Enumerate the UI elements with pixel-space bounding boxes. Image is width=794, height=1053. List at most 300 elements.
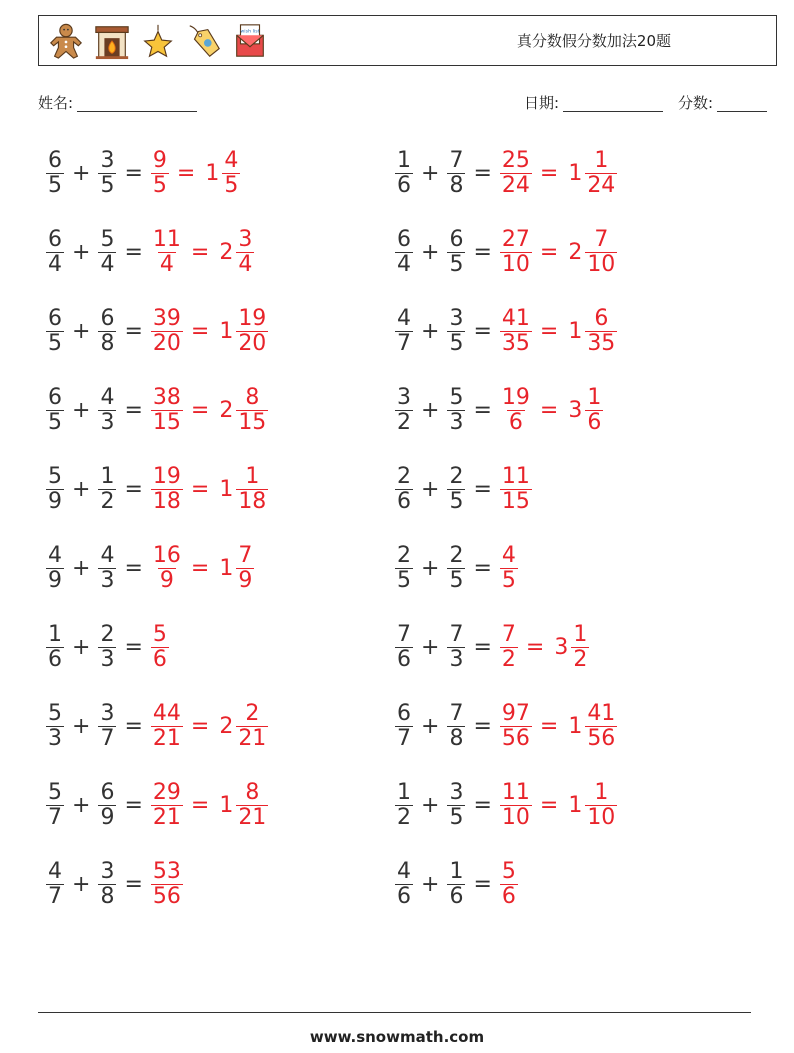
numerator: 2 [449, 464, 464, 490]
mixed-fraction [585, 307, 617, 354]
denominator: 56 [152, 883, 181, 909]
equals-sign: = [190, 397, 210, 423]
answer [149, 149, 242, 196]
equals-sign: = [176, 160, 196, 186]
sum-fraction [500, 544, 518, 591]
addend-fraction [46, 623, 64, 670]
problem-item [393, 616, 591, 678]
denominator: 4 [48, 251, 62, 277]
sum-fraction [500, 860, 518, 907]
addend-fraction [98, 386, 116, 433]
numerator: 2 [397, 543, 411, 569]
addend-fraction [98, 149, 116, 196]
denominator: 2 [397, 804, 411, 830]
mixed-whole: 2 [219, 239, 234, 265]
problem-item [393, 300, 619, 362]
numerator: 4 [397, 859, 411, 885]
mixed-fraction [236, 781, 268, 828]
denominator: 15 [238, 409, 267, 435]
problem-item [393, 379, 605, 441]
denominator: 9 [100, 804, 115, 830]
mixed-fraction [236, 386, 268, 433]
denominator: 8 [449, 725, 464, 751]
problem-item [393, 221, 619, 283]
addend-fraction [395, 307, 413, 354]
mixed-fraction [236, 307, 268, 354]
problem-item [393, 142, 619, 204]
mixed-whole: 1 [568, 160, 583, 186]
numerator: 3 [100, 148, 115, 174]
addend-fraction [98, 307, 116, 354]
answer [149, 781, 270, 828]
problem-item [44, 695, 270, 757]
problem-item [44, 537, 256, 599]
sum-fraction [151, 623, 169, 670]
plus-sign: + [72, 476, 91, 502]
denominator: 6 [152, 646, 167, 672]
denominator: 4 [100, 251, 115, 277]
mixed-fraction [236, 544, 254, 591]
numerator: 1 [100, 464, 115, 490]
numerator: 38 [152, 385, 181, 411]
equals-sign: = [190, 792, 210, 818]
denominator: 5 [449, 488, 464, 514]
addend-fraction [395, 149, 413, 196]
problem-item [393, 695, 619, 757]
mixed-fraction [585, 149, 617, 196]
equals-sign: = [473, 792, 492, 818]
denominator: 5 [449, 567, 464, 593]
denominator: 7 [100, 725, 115, 751]
sum-fraction [151, 149, 169, 196]
denominator: 4 [159, 251, 174, 277]
denominator: 7 [397, 725, 411, 751]
addend-fraction [98, 702, 116, 749]
addend-fraction [46, 386, 64, 433]
addend-fraction [46, 149, 64, 196]
numerator: 7 [501, 622, 516, 648]
addend-fraction [46, 860, 64, 907]
denominator: 9 [48, 488, 62, 514]
numerator: 3 [397, 385, 411, 411]
date-blank[interactable] [563, 95, 663, 112]
numerator: 5 [48, 701, 62, 727]
numerator: 53 [152, 859, 181, 885]
denominator: 2 [100, 488, 115, 514]
answer [149, 860, 185, 907]
plus-sign: + [72, 634, 91, 660]
numerator: 1 [48, 622, 62, 648]
addend-fraction [447, 860, 465, 907]
denominator: 24 [501, 172, 530, 198]
numerator: 19 [152, 464, 181, 490]
numerator: 41 [587, 701, 616, 727]
numerator: 7 [449, 622, 464, 648]
gingerbread-icon [47, 21, 85, 61]
numerator: 29 [152, 780, 181, 806]
answer [498, 307, 619, 354]
denominator: 8 [449, 172, 464, 198]
answer [149, 465, 270, 512]
addend-fraction [46, 781, 64, 828]
denominator: 5 [449, 330, 464, 356]
numerator: 1 [449, 859, 464, 885]
plus-sign: + [72, 160, 91, 186]
equals-sign: = [190, 555, 210, 581]
numerator: 4 [100, 385, 115, 411]
equals-sign: = [124, 634, 143, 660]
mixed-whole: 3 [568, 397, 583, 423]
denominator: 2 [573, 646, 588, 672]
addend-fraction [395, 228, 413, 275]
wish-list-envelope-icon [231, 21, 269, 61]
denominator: 10 [501, 804, 530, 830]
mixed-fraction [585, 702, 617, 749]
denominator: 2 [501, 646, 516, 672]
denominator: 3 [100, 567, 115, 593]
worksheet-header [38, 15, 777, 66]
denominator: 5 [100, 172, 115, 198]
addend-fraction [447, 702, 465, 749]
denominator: 5 [449, 251, 464, 277]
numerator: 11 [501, 780, 530, 806]
addend-fraction [46, 228, 64, 275]
plus-sign: + [421, 555, 440, 581]
problem-item [393, 458, 534, 520]
equals-sign: = [473, 397, 492, 423]
sum-fraction [500, 386, 532, 433]
plus-sign: + [421, 160, 440, 186]
plus-sign: + [72, 871, 91, 897]
denominator: 9 [238, 567, 253, 593]
equals-sign: = [124, 555, 143, 581]
denominator: 5 [48, 172, 62, 198]
numerator: 6 [48, 306, 62, 332]
numerator: 6 [594, 306, 609, 332]
sum-fraction [500, 623, 518, 670]
date-label: 日期: [524, 94, 560, 112]
denominator: 21 [152, 725, 181, 751]
numerator: 4 [100, 543, 115, 569]
answer [498, 149, 619, 196]
addend-fraction [98, 623, 116, 670]
addend-fraction [98, 465, 116, 512]
sum-fraction [500, 702, 532, 749]
denominator: 7 [48, 804, 62, 830]
denominator: 9 [159, 567, 174, 593]
numerator: 5 [152, 622, 167, 648]
denominator: 5 [48, 330, 62, 356]
plus-sign: + [421, 871, 440, 897]
denominator: 8 [100, 330, 115, 356]
mixed-whole: 1 [205, 160, 220, 186]
addend-fraction [447, 228, 465, 275]
sum-fraction [151, 386, 183, 433]
mixed-whole: 1 [568, 713, 583, 739]
numerator: 6 [48, 148, 62, 174]
plus-sign: + [421, 792, 440, 818]
answer [498, 228, 619, 275]
numerator: 5 [449, 385, 464, 411]
numerator: 19 [238, 306, 267, 332]
sum-fraction [500, 465, 532, 512]
denominator: 6 [587, 409, 602, 435]
mixed-fraction [585, 228, 617, 275]
fireplace-icon [93, 21, 131, 61]
plus-sign: + [421, 476, 440, 502]
sum-fraction [151, 544, 183, 591]
problem-item [44, 853, 185, 915]
answer [149, 307, 270, 354]
mixed-fraction [236, 228, 254, 275]
denominator: 6 [508, 409, 523, 435]
mixed-fraction [571, 623, 589, 670]
sum-fraction [151, 465, 183, 512]
numerator: 7 [594, 227, 609, 253]
numerator: 1 [397, 780, 411, 806]
denominator: 5 [397, 567, 411, 593]
numerator: 4 [48, 859, 62, 885]
numerator: 4 [397, 306, 411, 332]
date-field [524, 92, 663, 113]
mixed-fraction [222, 149, 240, 196]
addend-fraction [98, 544, 116, 591]
denominator: 21 [238, 804, 267, 830]
numerator: 1 [245, 464, 260, 490]
footer-divider [38, 1012, 751, 1013]
sum-fraction [151, 307, 183, 354]
denominator: 2 [397, 409, 411, 435]
plus-sign: + [72, 239, 91, 265]
mixed-fraction [585, 386, 603, 433]
denominator: 6 [397, 646, 411, 672]
addend-fraction [46, 465, 64, 512]
plus-sign: + [421, 239, 440, 265]
numerator: 6 [48, 227, 62, 253]
sum-fraction [500, 307, 532, 354]
sum-fraction [500, 228, 532, 275]
equals-sign: = [124, 792, 143, 818]
denominator: 24 [587, 172, 616, 198]
addend-fraction [46, 307, 64, 354]
equals-sign: = [124, 160, 143, 186]
numerator: 2 [449, 543, 464, 569]
addend-fraction [395, 860, 413, 907]
numerator: 1 [573, 622, 588, 648]
numerator: 6 [397, 227, 411, 253]
equals-sign: = [124, 239, 143, 265]
mixed-whole: 1 [219, 318, 234, 344]
denominator: 9 [48, 567, 62, 593]
denominator: 3 [449, 409, 464, 435]
answer [149, 623, 171, 670]
addend-fraction [447, 386, 465, 433]
answer [498, 386, 605, 433]
sum-fraction [151, 702, 183, 749]
name-blank[interactable] [77, 95, 197, 112]
denominator: 10 [501, 251, 530, 277]
numerator: 8 [245, 385, 260, 411]
plus-sign: + [72, 318, 91, 344]
denominator: 3 [449, 646, 464, 672]
equals-sign: = [124, 476, 143, 502]
denominator: 3 [100, 646, 115, 672]
addend-fraction [98, 781, 116, 828]
denominator: 8 [100, 883, 115, 909]
numerator: 5 [48, 464, 62, 490]
denominator: 6 [397, 883, 411, 909]
problem-item [393, 537, 520, 599]
problem-item [44, 142, 242, 204]
addend-fraction [395, 544, 413, 591]
numerator: 41 [501, 306, 530, 332]
problem-item [393, 853, 520, 915]
denominator: 56 [501, 725, 530, 751]
numerator: 16 [152, 543, 181, 569]
denominator: 56 [587, 725, 616, 751]
equals-sign: = [190, 318, 210, 344]
plus-sign: + [72, 713, 91, 739]
denominator: 20 [152, 330, 181, 356]
mixed-whole: 1 [219, 555, 234, 581]
denominator: 5 [224, 172, 239, 198]
sum-fraction [500, 149, 532, 196]
numerator: 6 [100, 306, 115, 332]
numerator: 1 [397, 148, 411, 174]
denominator: 6 [449, 883, 464, 909]
problem-item [44, 379, 270, 441]
mixed-whole: 1 [568, 792, 583, 818]
plus-sign: + [421, 397, 440, 423]
denominator: 5 [449, 804, 464, 830]
mixed-whole: 2 [219, 713, 234, 739]
numerator: 1 [594, 148, 609, 174]
equals-sign: = [124, 318, 143, 344]
addend-fraction [447, 623, 465, 670]
denominator: 18 [238, 488, 267, 514]
numerator: 8 [245, 780, 260, 806]
star-icon [139, 21, 177, 61]
denominator: 18 [152, 488, 181, 514]
answer [498, 544, 520, 591]
denominator: 20 [238, 330, 267, 356]
denominator: 6 [48, 646, 62, 672]
score-field [678, 92, 767, 113]
sum-fraction [151, 228, 183, 275]
denominator: 6 [501, 883, 516, 909]
denominator: 10 [587, 804, 616, 830]
answer [149, 386, 270, 433]
equals-sign: = [124, 397, 143, 423]
numerator: 7 [449, 701, 464, 727]
mixed-fraction [236, 465, 268, 512]
answer [498, 465, 534, 512]
numerator: 11 [152, 227, 181, 253]
denominator: 6 [397, 488, 411, 514]
addend-fraction [447, 781, 465, 828]
wish-list-text: wish list [240, 29, 260, 35]
numerator: 27 [501, 227, 530, 253]
denominator: 3 [100, 409, 115, 435]
plus-sign: + [421, 634, 440, 660]
numerator: 25 [501, 148, 530, 174]
equals-sign: = [525, 634, 545, 660]
numerator: 4 [48, 543, 62, 569]
numerator: 5 [48, 780, 62, 806]
addend-fraction [395, 623, 413, 670]
equals-sign: = [190, 239, 210, 265]
addend-fraction [98, 228, 116, 275]
denominator: 7 [48, 883, 62, 909]
numerator: 3 [449, 780, 464, 806]
equals-sign: = [539, 239, 559, 265]
denominator: 10 [587, 251, 616, 277]
numerator: 11 [501, 464, 530, 490]
denominator: 7 [397, 330, 411, 356]
numerator: 2 [245, 701, 260, 727]
numerator: 2 [100, 622, 115, 648]
sum-fraction [151, 860, 183, 907]
problem-item [44, 221, 256, 283]
gift-tag-icon [185, 21, 223, 61]
numerator: 2 [397, 464, 411, 490]
footer-url: www.snowmath.com [309, 1028, 485, 1046]
plus-sign: + [72, 555, 91, 581]
numerator: 39 [152, 306, 181, 332]
answer [498, 860, 520, 907]
addend-fraction [447, 544, 465, 591]
numerator: 5 [100, 227, 115, 253]
denominator: 35 [587, 330, 616, 356]
name-label: 姓名: [38, 94, 74, 112]
equals-sign: = [473, 239, 492, 265]
sum-fraction [500, 781, 532, 828]
equals-sign: = [473, 871, 492, 897]
numerator: 3 [238, 227, 253, 253]
answer [498, 623, 591, 670]
equals-sign: = [124, 713, 143, 739]
score-blank[interactable] [717, 95, 767, 112]
problem-item [393, 774, 619, 836]
addend-fraction [46, 702, 64, 749]
numerator: 6 [449, 227, 464, 253]
name-field [38, 92, 197, 113]
numerator: 7 [397, 622, 411, 648]
mixed-whole: 2 [219, 397, 234, 423]
mixed-whole: 1 [219, 792, 234, 818]
numerator: 1 [587, 385, 602, 411]
numerator: 3 [100, 701, 115, 727]
problem-item [44, 774, 270, 836]
denominator: 35 [501, 330, 530, 356]
equals-sign: = [473, 555, 492, 581]
denominator: 5 [152, 172, 167, 198]
equals-sign: = [539, 160, 559, 186]
plus-sign: + [421, 318, 440, 344]
denominator: 21 [238, 725, 267, 751]
equals-sign: = [473, 476, 492, 502]
equals-sign: = [539, 713, 559, 739]
numerator: 5 [501, 859, 516, 885]
addend-fraction [98, 860, 116, 907]
problem-item [44, 300, 270, 362]
sum-fraction [151, 781, 183, 828]
addend-fraction [395, 702, 413, 749]
denominator: 15 [501, 488, 530, 514]
denominator: 5 [48, 409, 62, 435]
numerator: 97 [501, 701, 530, 727]
numerator: 6 [397, 701, 411, 727]
